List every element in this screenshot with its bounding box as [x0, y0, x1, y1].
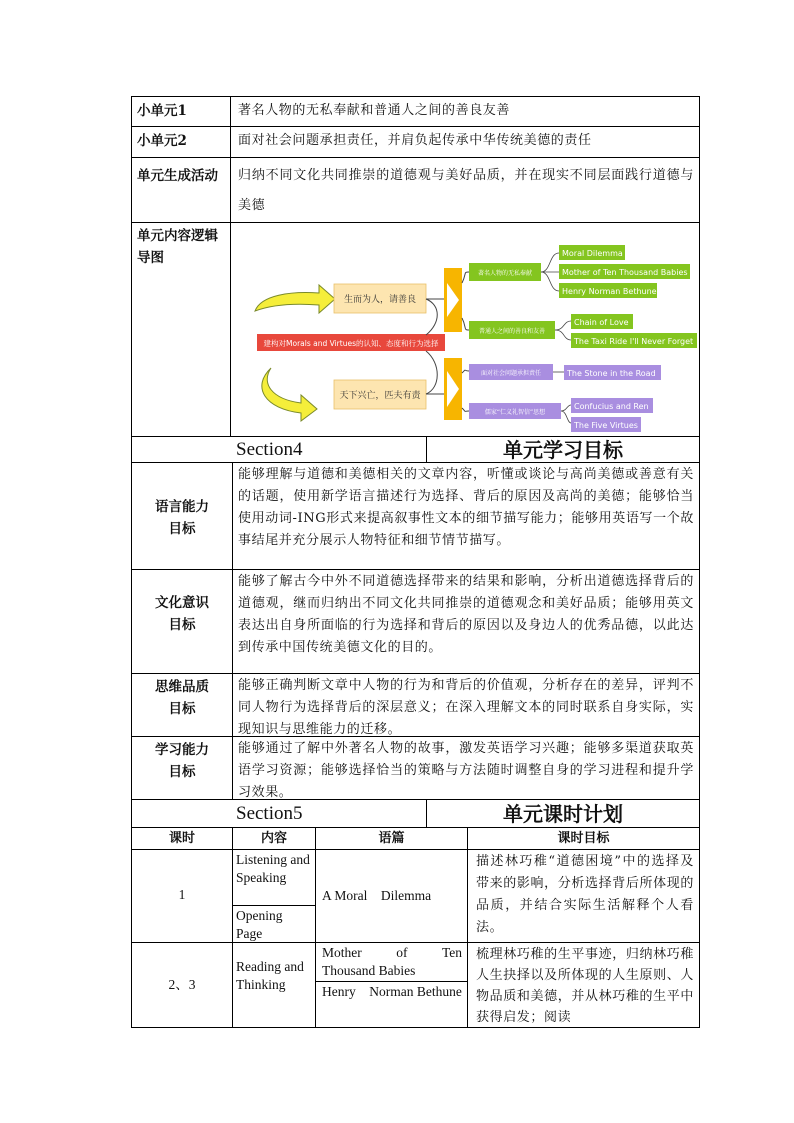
- plan-row1-content-2: Opening Page: [236, 908, 283, 941]
- goal3-text: 能够正确判断文章中人物的行为和背后的价值观，分析存在的差异，评判不同人物行为选择背后的深层意义；在深入理解文本的同时联系自身实际，实现知识与思维能力的迁移。: [238, 678, 694, 737]
- plan-row2-text-2: Henry Norman Bethune: [322, 984, 462, 999]
- goal2-label-1: 文化意识: [155, 595, 209, 611]
- goal3-label-1: 思维品质: [155, 679, 209, 695]
- goal1-label-1: 语言能力: [155, 499, 209, 515]
- goal4-label-2: 目标: [168, 764, 196, 780]
- goal3-label-2: 目标: [168, 701, 196, 717]
- goal4-label-1: 学习能力: [155, 742, 209, 758]
- leaf-five-virtues: The Five Virtues: [574, 421, 638, 430]
- leaf-confucius-ren: Confucius and Ren: [574, 402, 649, 411]
- plan-row2-period: 2、3: [168, 977, 196, 992]
- section4-heading: 单元学习目标: [503, 438, 623, 462]
- goal4-text: 能够通过了解中外著名人物的故事，激发英语学习兴趣；能够多渠道获取英语学习资源；能够选择恰当的策略与方法随时调整自身的学习进程和提升学习效果。: [238, 741, 694, 800]
- theme-bottom: 天下兴亡，匹夫有责: [339, 391, 421, 401]
- plan-row1-text-1: A Moral Dilemma: [322, 888, 432, 903]
- unit2-label: 小单元2: [137, 133, 187, 149]
- section4-title: Section4: [236, 439, 303, 460]
- branch-2: 普通人之间的善良和友善: [478, 328, 546, 335]
- leaf-taxi-ride: The Taxi Ride I'll Never Forget: [574, 337, 694, 346]
- leaf-stone-road: The Stone in the Road: [567, 369, 656, 378]
- unit1-text: 著名人物的无私奉献和普通人之间的善良友善: [238, 103, 511, 118]
- leaf-bethune: Henry Norman Bethune: [562, 287, 657, 296]
- section5-title: Section5: [236, 803, 303, 824]
- leaf-chain-of-love: Chain of Love: [574, 318, 629, 327]
- plan-row2-text-1: Mother of Ten Thousand Babies: [322, 945, 462, 978]
- plan-row2-goal: 梳理林巧稚的生平事迹，归纳林巧稚人生抉择以及所体现的人生原则、人物品质和美德，并从林巧稚的生平中获得启发；阅读: [476, 947, 694, 1025]
- plan-header-content: 内容: [260, 831, 287, 846]
- plan-row1-period: 1: [178, 887, 186, 902]
- mindmap-label: 单元内容逻辑导图: [137, 228, 218, 266]
- top-curved-arrow: [255, 285, 335, 313]
- goal2-label-2: 目标: [168, 617, 196, 633]
- goal1-label-2: 目标: [168, 521, 196, 537]
- plan-row2-content-1: Reading and Thinking: [236, 959, 304, 992]
- logic-mindmap: [231, 223, 699, 436]
- activity-label: 单元生成活动: [137, 168, 218, 184]
- plan-row1-goal: 描述林巧稚“道德困境”中的选择及带来的影响，分析选择背后所体现的品质，并结合实际生活解释个人看法。: [476, 854, 694, 935]
- goal2-text: 能够了解古今中外不同道德选择带来的结果和影响，分析出道德选择背后的道德观，继而归纳出不同文化共同推崇的道德观念和美好品质；能够用英文表达出自身所面临的行为选择和背后的原因以及身边人的优秀品德，以此达到传承中国传统美德文化的目的。: [238, 574, 694, 655]
- goal1-text: 能够理解与道德和美德相关的文章内容，听懂或谈论与高尚美德或善意有关的话题，使用新学语言描述行为选择、背后的原因及高尚的美德；能够恰当使用动词-ING形式来提高叙事性文本的细节描写能力；能够用英语写一个故事结尾并充分展示人物特征和细节情节描写。: [238, 467, 694, 548]
- plan-header-goals: 课时目标: [557, 831, 610, 846]
- leaf-mother-babies: Mother of Ten Thousand Babies: [562, 268, 688, 277]
- unit2-text: 面对社会问题承担责任，并肩负起传承中华传统美德的责任: [238, 133, 592, 148]
- theme-top: 生而为人，请善良: [343, 295, 417, 305]
- unit1-label: 小单元1: [137, 103, 187, 119]
- bottom-curved-arrow: [262, 368, 317, 421]
- leaf-moral-dilemma: Moral Dilemma: [562, 249, 623, 258]
- branch-4: 儒家“仁义礼智信”思想: [484, 409, 546, 416]
- plan-header-period: 课时: [168, 831, 195, 846]
- branch-3: 面对社会问题承担责任: [480, 370, 542, 377]
- branch-1: 著名人物的无私奉献: [477, 270, 533, 277]
- plan-row1-content-1: Listening and Speaking: [236, 852, 310, 885]
- activity-text: 归纳不同文化共同推崇的道德观与美好品质，并在现实不同层面践行道德与美德: [238, 168, 694, 213]
- section5-heading: 单元课时计划: [503, 802, 623, 826]
- mindmap-center: 建构对Morals and Virtues的认知、态度和行为选择: [263, 339, 439, 348]
- plan-header-texts: 语篇: [378, 831, 405, 846]
